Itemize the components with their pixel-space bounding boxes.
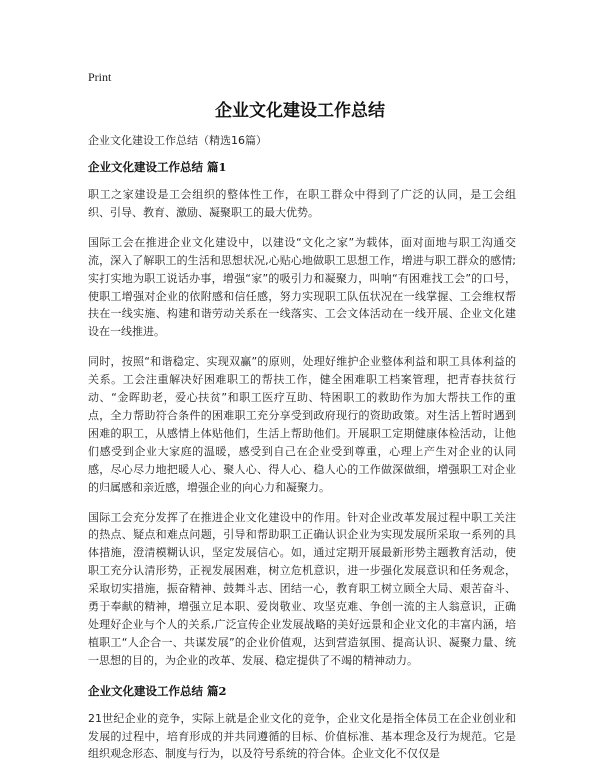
page-title: 企业文化建设工作总结	[215, 101, 385, 121]
section-heading-2: 企业文化建设工作总结 篇2	[88, 683, 227, 698]
document-subtitle: 企业文化建设工作总结（精选16篇）	[88, 134, 267, 147]
document-body	[88, 158, 516, 775]
section-heading-1: 企业文化建设工作总结 篇1	[88, 160, 227, 174]
paragraph: 21世纪企业的竞争，实际上就是企业文化的竞争，企业文化是指全体员工在企业创业和发展的过程中，培育形成的并共同遵循的目标、价值标准、基本理念及行为规范。它是组织观念形态、制度与行为，以及符号系统的符合体。企业文化不仅仅是	[88, 711, 516, 761]
paragraph: 职工之家建设是工会组织的整体性工作，在职工群众中得到了广泛的认同，是工会组织、引导、教育、激励、凝聚职工的最大优势。	[88, 188, 516, 219]
paragraph: 国际工会在推进企业文化建设中，以建设“文化之家”为载体，面对面地与职工沟通交流，深入了解职工的生活和思想状况,心贴心地做职工思想工作，增进与职工群众的感情;实打实地为职工说话办事，增强“家”的吸引力和凝聚力，叫响“有困难找工会”的口号，使职工增强对企业的依附感和信任感，努力实现职工队伍状况在一线掌握、工会维权帮扶在一线实施、构建和谐劳动关系在一线落实、工会文体活动在一线开展、企业文化建设在一线推进。	[88, 235, 516, 339]
paragraph: 国际工会充分发挥了在推进企业文化建设中的作用。针对企业改革发展过程中职工关注的热点、疑点和难点问题，引导和帮助职工正确认识企业为实现发展所采取一系列的具体措施，澄清模糊认识，坚定发展信心。如，通过定期开展最新形势主题教育活动，使职工充分认清形势，正视发展困难，树立危机意识，进一步强化发展意识和任务观念，采取切实措施，振奋精神、鼓舞斗志、团结一心，教育职工树立顾全大局、艰苦奋斗、勇于奉献的精神，增强立足本职、爱岗敬业、攻坚克难、争创一流的主人翁意识，正确处理好企业与个人的关系,广泛宣传企业发展战略的美好远景和企业文化的丰富内涵，培植职工“人企合一、共谋发展”的企业价值观，达到营造氛围、提高认识、凝聚力量、统一思想的目的，为企业的改革、发展、稳定提供了不竭的精神动力。	[88, 510, 516, 667]
print-link[interactable]: Print	[88, 70, 112, 84]
paragraph: 同时，按照“和谐稳定、实现双赢”的原则，处理好维护企业整体利益和职工具体利益的关系。工会注重解决好困难职工的帮扶工作，健全困难职工档案管理，把青春扶贫行动、“金晖助老，爱心扶贫”和职工医疗互助、特困职工的救助作为加大帮扶工作的重点，全力帮助符合条件的困难职工充分享受到政府现行的资助政策。对生活上暂时遇到困难的职工，从感情上体贴他们，生活上帮助他们。开展职工定期健康体检活动，让他们感受到企业大家庭的温暖，感受到自己在企业受到尊重，心理上产生对企业的认同感，尽心尽力地把暖人心、聚人心、得人心、稳人心的工作做深做细，增强职工对企业的归属感和亲近感，增强企业的向心力和凝聚力。	[88, 355, 516, 494]
